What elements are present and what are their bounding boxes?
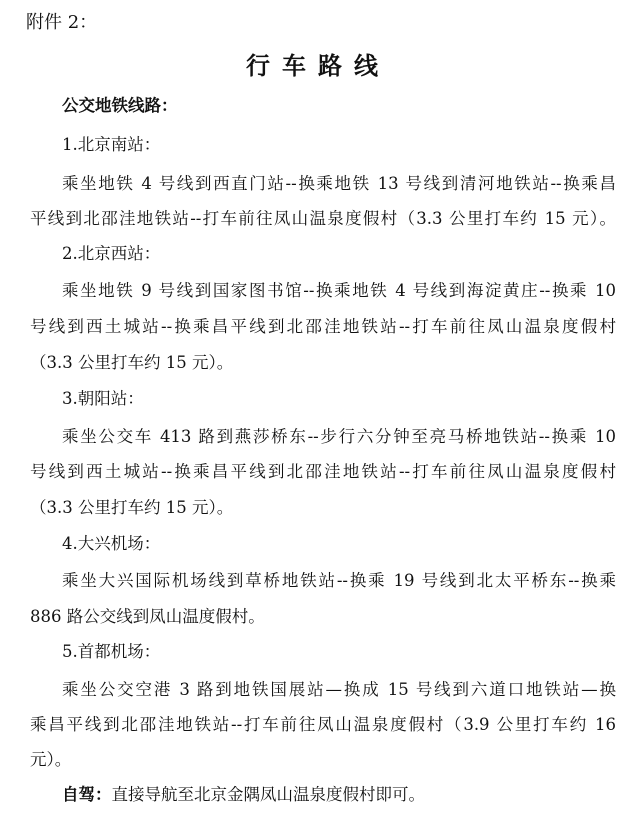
route-1-line-1: 乘坐地铁 4 号线到西直门站--换乘地铁 13 号线到清河地铁站--换乘昌 bbox=[62, 174, 616, 193]
route-2-line-3: （3.3 公里打车约 15 元）。 bbox=[30, 353, 234, 372]
route-2-line-2: 号线到西土城站--换乘昌平线到北邵洼地铁站--打车前往凤山温泉度假村 bbox=[30, 317, 616, 336]
transit-heading: 公交地铁线路： bbox=[62, 96, 178, 115]
route-5-line-1: 乘坐公交空港 3 路到地铁国展站—换成 15 号线到六道口地铁站—换 bbox=[62, 680, 616, 699]
page-title: 行车路线 bbox=[246, 51, 390, 80]
attachment-label: 附件 2： bbox=[26, 12, 98, 33]
route-3-line-1: 乘坐公交车 413 路到燕莎桥东--步行六分钟至亮马桥地铁站--换乘 10 bbox=[62, 427, 616, 446]
route-4-label: 4.大兴机场： bbox=[62, 534, 161, 553]
route-4-line-1: 乘坐大兴国际机场线到草桥地铁站--换乘 19 号线到北太平桥东--换乘 bbox=[62, 571, 616, 590]
route-3-line-2: 号线到西土城站--换乘昌平线到北邵洼地铁站--打车前往凤山温泉度假村 bbox=[30, 462, 616, 481]
route-1-line-2: 平线到北邵洼地铁站--打车前往凤山温泉度假村（3.3 公里打车约 15 元）。 bbox=[30, 209, 616, 228]
self-drive-text: 直接导航至北京金隅凤山温泉度假村即可。 bbox=[111, 785, 425, 804]
route-3-label: 3.朝阳站： bbox=[62, 389, 144, 408]
route-4-line-2: 886 路公交线到凤山温度假村。 bbox=[30, 607, 265, 626]
route-5-line-2: 乘昌平线到北邵洼地铁站--打车前往凤山温泉度假村（3.9 公里打车约 16 bbox=[30, 715, 616, 734]
route-1-label: 1.北京南站： bbox=[62, 135, 161, 154]
route-5-line-3: 元）。 bbox=[30, 750, 72, 769]
self-drive-label: 自驾： bbox=[62, 785, 112, 804]
route-2-label: 2.北京西站： bbox=[62, 244, 161, 263]
route-5-label: 5.首都机场： bbox=[62, 642, 161, 661]
route-3-line-3: （3.3 公里打车约 15 元）。 bbox=[30, 498, 234, 517]
route-2-line-1: 乘坐地铁 9 号线到国家图书馆--换乘地铁 4 号线到海淀黄庄--换乘 10 bbox=[62, 281, 616, 300]
self-drive bbox=[62, 781, 425, 805]
